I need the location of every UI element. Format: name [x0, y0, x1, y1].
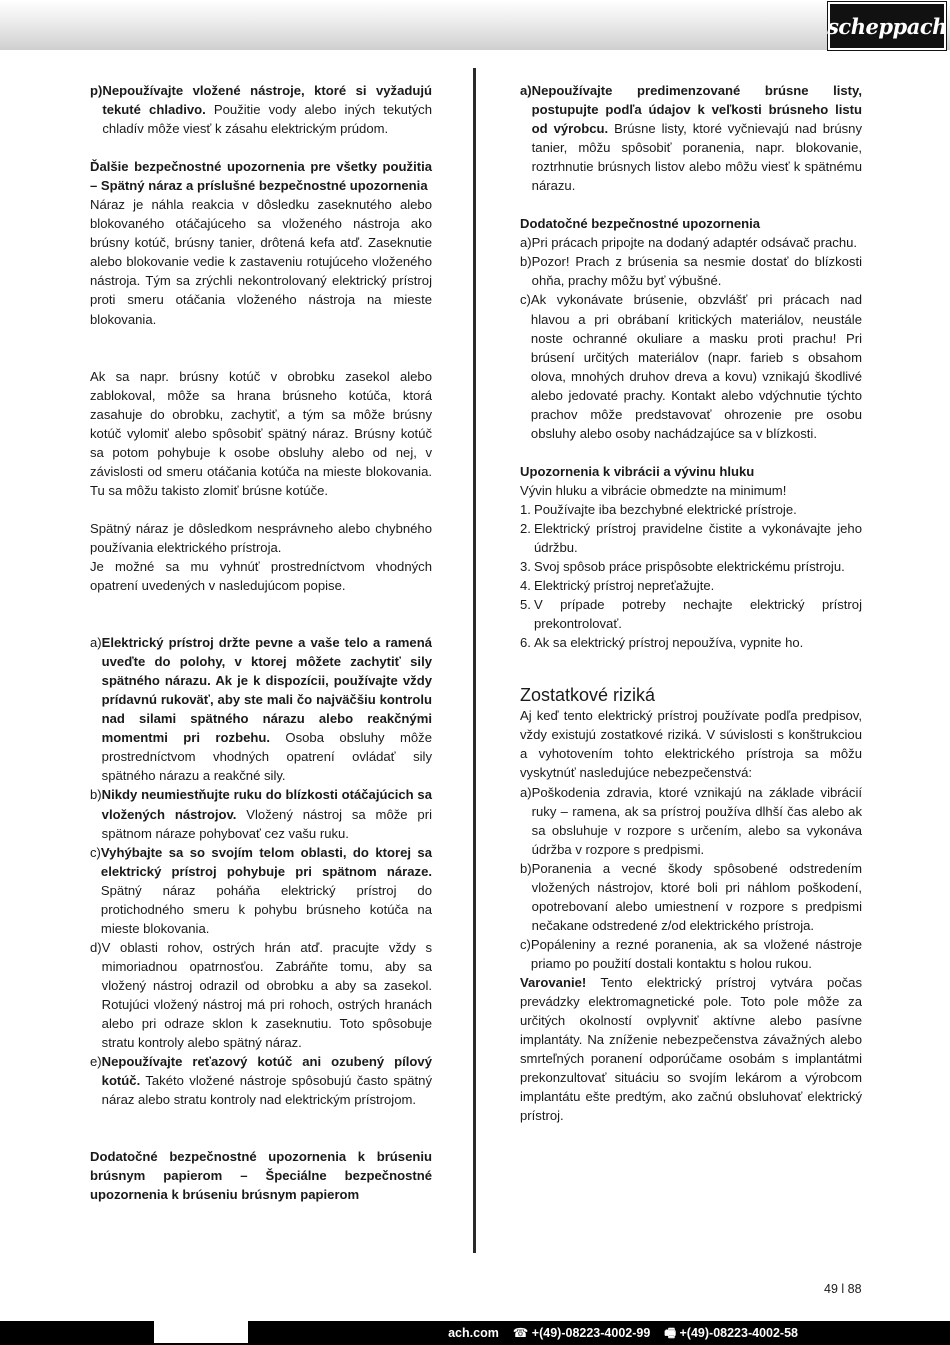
item-label: d) — [90, 939, 102, 955]
residual-risks-heading: Zostatkové riziká — [520, 685, 656, 706]
warning-label: Varovanie! — [520, 974, 587, 990]
list-item — [520, 783, 862, 859]
item-text: V oblasti rohov, ostrých hrán atď. pracujte vždy s mimoriadnou opatrnosťou. Zabráňte tomu, aby sa vložený nástroj odrazil od obrobku a aby sa zasekol. Rotujúci vložený nástroj má pri rohoch, ostrých hranách alebo pri odraze sklon k zaseknutiu. Toto spôsobuje stratu kontroly alebo spätný náraz. — [101, 939, 432, 1051]
list-item — [90, 633, 432, 785]
item-label: p) — [90, 83, 103, 98]
list-item-p — [90, 81, 432, 138]
item-text: Použitie vody alebo iných tekutých chladív môže viesť k zásahu elektrickým prúdom. — [102, 102, 432, 137]
column-divider — [473, 68, 476, 1253]
item-label: a) — [90, 635, 102, 651]
footer-gap — [154, 1321, 248, 1343]
additional-heading: Dodatočné bezpečnostné upozornenia — [520, 216, 761, 232]
list-item — [520, 576, 862, 595]
list-item — [90, 843, 432, 938]
item-text: Osoba obsluhy môže prostredníctvom vhodných opatrení ovládať sily spätného nárazu a reakčné sily. — [101, 730, 432, 784]
list-item — [90, 1052, 432, 1109]
item-label: c) — [520, 292, 531, 308]
list-item-a — [520, 81, 862, 195]
item-label: b) — [520, 860, 532, 876]
vibration-heading: Upozornenia k vibrácii a vývinu hluku — [520, 463, 755, 479]
item-text: Elektrický prístroj pravidelne čistite a vykonávajte jeho údržbu. — [534, 520, 862, 556]
kickback-heading: Ďalšie bezpečnostné upozornenia pre všetky použitia – Spätný náraz a príslušné bezpečnostné upozornenia — [90, 159, 432, 194]
item-label: b) — [520, 254, 532, 270]
list-item — [520, 500, 862, 519]
item-label: 2. — [520, 520, 531, 536]
item-text: Poranenia a vecné škody spôsobené odstredením vložených nástrojov, ktoré boli pri náhlom poškodení, opotrebovaní alebo umiestnení v rozpore s predpismi nečakane odstredené z/od elektrického prístroja. — [531, 860, 862, 933]
item-text: Takéto vložené nástroje spôsobujú často spätný náraz alebo stratu kontroly nad elektrickým prístrojom. — [101, 1073, 432, 1108]
footer-bar — [0, 1321, 950, 1345]
vibration-intro: Vývin hluku a vibrácie obmedzte na minimum! — [520, 482, 787, 498]
item-label: 4. — [520, 578, 531, 594]
brand-logo: scheppach — [828, 2, 946, 50]
item-label: 3. — [520, 559, 531, 575]
footer-phone: +(49)-08223-4002-99 — [531, 1326, 651, 1340]
list-item — [520, 519, 862, 557]
item-label: c) — [90, 844, 101, 860]
item-label: c) — [520, 936, 531, 952]
fax-icon: 🖷 — [664, 1326, 677, 1340]
item-label: a) — [520, 784, 532, 800]
list-item — [520, 290, 862, 442]
item-text: Ak sa elektrický prístroj nepoužíva, vypnite ho. — [534, 635, 804, 651]
item-text: Používajte iba bezchybné elektrické prístroje. — [534, 501, 797, 517]
list-item — [520, 859, 862, 935]
kickback-consequence: Spätný náraz je dôsledkom nesprávneho alebo chybného používania elektrického prístroja. — [90, 520, 432, 555]
footer-contact — [448, 1324, 798, 1345]
item-label: 1. — [520, 501, 531, 517]
footer-website: ach.com — [448, 1326, 499, 1340]
list-item — [520, 252, 862, 290]
item-text: Vložený nástroj sa môže pri spätnom náraze pohybovať cez vašu ruku. — [101, 806, 432, 841]
item-bold: Nepoužívajte reťazový kotúč ani ozubený pílový kotúč. — [101, 1054, 432, 1089]
list-item — [520, 633, 862, 652]
page-number: 49 l 88 — [824, 1282, 862, 1296]
warning-paragraph — [520, 973, 862, 1125]
sanding-heading: Dodatočné bezpečnostné upozornenia k brúseniu brúsnym papierom – Špeciálne bezpečnostné upozornenia k brúseniu brúsnym papierom — [90, 1149, 432, 1203]
item-bold: Elektrický prístroj držte pevne a vaše telo a ramená uveďte do polohy, v ktorej môžete zachytiť sily spätného nárazu. Ak je k dispozícii, používajte vždy prídavnú rukoväť, aby ste mali čo najväčšiu kontrolu nad silami spätného nárazu alebo reakčnými momentmi pri rozbehu. — [101, 635, 432, 746]
list-item — [520, 935, 862, 973]
header-bar — [0, 0, 950, 50]
list-item — [90, 938, 432, 1052]
item-text: Elektrický prístroj nepreťažujte. — [534, 578, 715, 594]
kickback-avoidance: Je možné sa mu vyhnúť prostredníctvom vhodných opatrení uvedených v nasledujúcom popise. — [90, 558, 432, 594]
item-bold: Nepoužívajte vložené nástroje, ktoré si vyžadujú tekuté chladivo. — [102, 83, 432, 118]
item-text: Pozor! Prach z brúsenia sa nesmie dostať do blízkosti ohňa, prachy môžu byť výbušné. — [531, 254, 862, 289]
kickback-example: Ak sa napr. brúsny kotúč v obrobku zasekol alebo zablokoval, môže sa hrana brúsneho kotúča, ktorá zasahuje do obrobku, zachytiť, a tým sa môže brúsny kotúč vylomiť alebo spôsobiť spätný náraz. Brúsny kotúč sa potom pohybuje k osobe obsluhy alebo od nej, v závislosti od smeru otáčania kotúča na mieste blokovania. Tu sa môžu takisto zlomiť brúsne kotúče. — [90, 368, 432, 498]
right-column — [520, 81, 862, 1125]
item-label: e) — [90, 1054, 102, 1070]
list-item — [520, 557, 862, 576]
telephone-icon: ☎ — [512, 1326, 529, 1340]
item-label: b) — [90, 787, 102, 803]
item-label: 6. — [520, 635, 531, 651]
item-text: Poškodenia zdravia, ktoré vznikajú na základe vibrácií ruky – ramena, ak sa prístroj používa dlhší čas alebo ak sa obsluhuje v rozpore s určením, alebo sa vykonáva údržba v rozpore s predpismi. — [531, 784, 862, 857]
residual-risks-intro: Aj keď tento elektrický prístroj používate podľa predpisov, vždy existujú zostatkové riziká. V súvislosti s konštrukciou a vyhotovením tohto elektrického prístroja sa môžu vyskytnúť nasledujúce nebezpečenstvá: — [520, 708, 862, 781]
item-label: a) — [520, 235, 532, 251]
item-label: 5. — [520, 597, 531, 613]
item-bold: Nepoužívajte predimenzované brúsne listy, postupujte podľa údajov k veľkosti brúsneho listu od výrobcu. — [531, 83, 862, 137]
item-text: Brúsne listy, ktoré vyčnievajú nad brúsny tanier, môžu spôsobiť poranenia, napr. blokovanie, roztrhnutie brúsnych listov alebo môžu viesť k spätnému nárazu. — [531, 121, 862, 194]
item-text: V prípade potreby nechajte elektrický prístroj prekontrolovať. — [534, 597, 862, 632]
item-label: a) — [520, 83, 532, 98]
item-text: Spätný náraz poháňa elektrický prístroj do protichodného smeru k pohybu brúsneho kotúča na mieste blokovania. — [100, 882, 432, 936]
item-text: Popáleniny a rezné poranenia, ak sa vložené nástroje priamo po použití dostali kontaktu s holou rukou. — [530, 936, 862, 971]
item-text: Ak vykonávate brúsenie, obzvlášť pri prácach nad hlavou a pri obrábaní kritických materiálov, neustále noste ochranné okuliare a masku proti prachu! Pri brúsení určitých materiálov (napr. farieb s obsahom olova, mnohých druhov dreva a kovu) vznikajú škodlivé alebo jedovaté prachy. Kontakt alebo vdýchnutie týchto prachov môže predstavovať ohrozenie pre osobu obsluhy alebo osoby nachádzajúce sa v blízkosti. — [530, 292, 862, 441]
item-text: Svoj spôsob práce prispôsobte elektrickému prístroju. — [534, 559, 845, 575]
list-item — [90, 785, 432, 842]
item-bold: Nikdy neumiestňujte ruku do blízkosti otáčajúcich sa vložených nástrojov. — [101, 787, 432, 822]
kickback-measures-list — [90, 633, 432, 1109]
list-item — [520, 595, 862, 633]
kickback-text: Náraz je náhla reakcia v dôsledku zaseknutého alebo blokovaného otáčajúceho sa vloženého nástroja ako brúsny kotúč, brúsny tanier, drôtená kefa atď. Zaseknutie alebo blokovanie vedie k zastaveniu rotujúceho vloženého nástroja. Tým sa zrýchli nekontrolovaný elektrický prístroj proti smeru otáčania vloženého nástroja na mieste blokovania. — [90, 197, 432, 327]
item-bold: Vyhýbajte sa so svojím telom oblasti, do ktorej sa elektrický prístroj pohybuje pri spätnom náraze. — [100, 844, 432, 879]
left-column — [90, 81, 432, 1204]
warning-text: Tento elektrický prístroj vytvára počas prevádzky elektromagnetické pole. Toto pole môže za určitých okolností ovplyvniť aktívne alebo pasívne implantáty. Na zníženie nebezpečenstva závažných alebo smrteľných poranení odporúčame osobám s implantátmi prekonzultovať situáciu so svojím lekárom a výrobcom implantátu ešte predtým, ako začnú obsluhovať elektrický prístroj. — [520, 974, 862, 1124]
item-text: Pri prácach pripojte na dodaný adaptér odsávač prachu. — [531, 235, 858, 251]
list-item — [520, 233, 862, 252]
footer-fax: +(49)-08223-4002-58 — [679, 1326, 798, 1340]
